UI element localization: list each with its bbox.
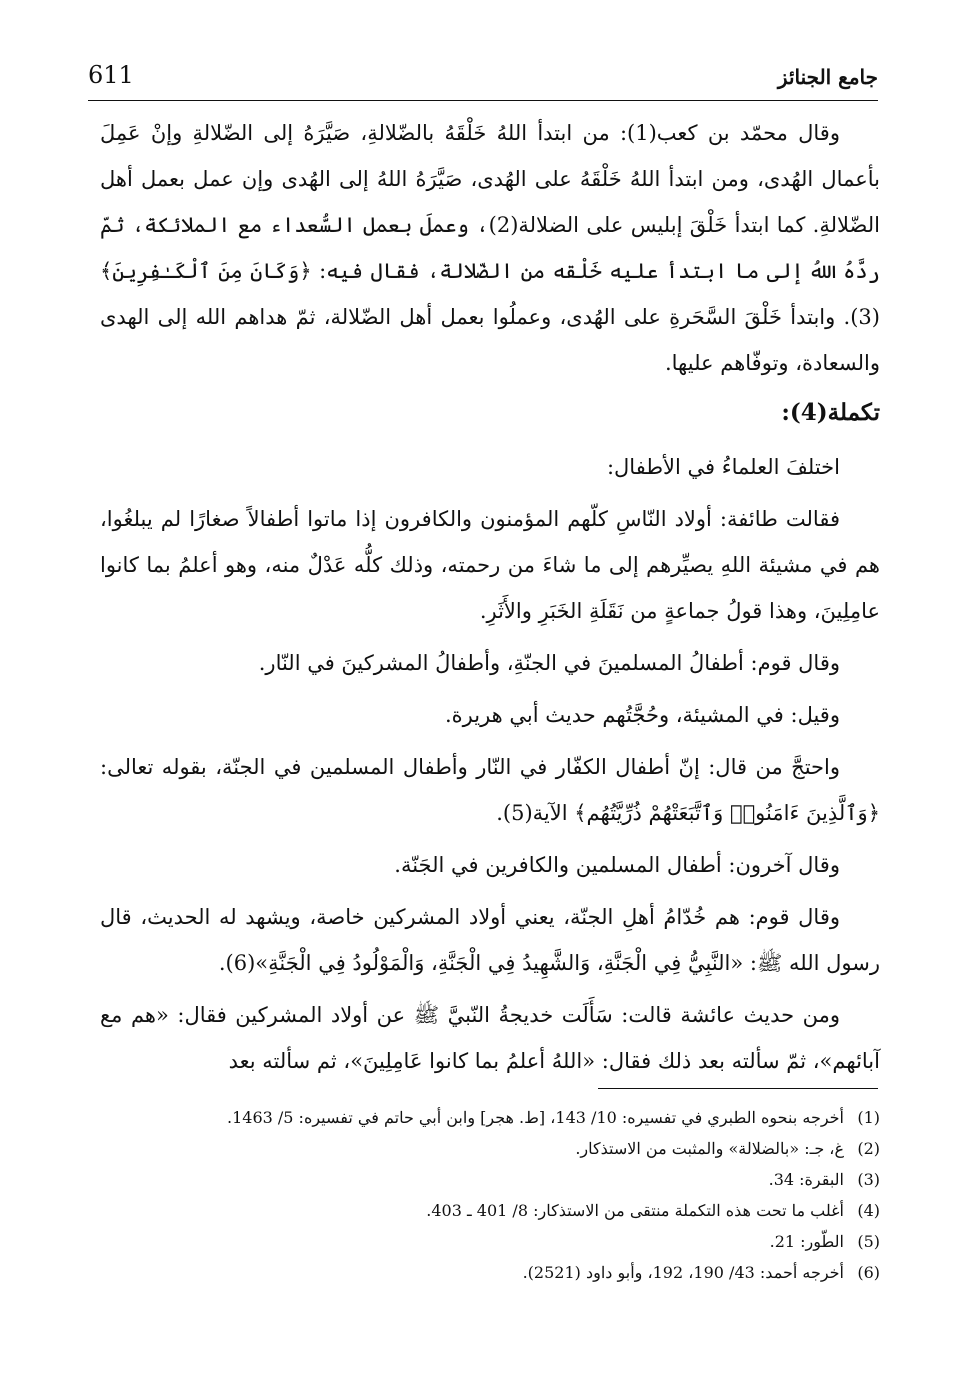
paragraph-servants-hadith: وقال قوم: هم خُدّامُ أهلِ الجنّة، يعني أولاد المشركين خاصة، ويشهد له الحديث، قال رسول الله ﷺ: «النَّبِيُّ فِي الْجَنَّةِ، وَالشَّهِيدُ فِي الْجَنَّةِ، وَالْمَوْلُودُ فِي الْجَنَّةِ»(6).	[100, 905, 880, 975]
footnote-text: الطّور: 21.	[769, 1232, 844, 1251]
footnote-text: غ، جـ: «بالضلالة» والمثبت من الاستذكار.	[575, 1139, 844, 1158]
footnote-text: أخرجه بنحوه الطبري في تفسيره: 10/ 143، [ط. هجر] وابن أبي حاتم في تفسيره: 5/ 1463.	[226, 1108, 844, 1127]
section-heading-takmila: تكملة(4):	[781, 399, 880, 426]
footnote-number: (2)	[857, 1139, 880, 1158]
footnote-number: (5)	[857, 1232, 880, 1251]
footnotes	[140, 1102, 880, 1288]
page-header	[88, 60, 878, 96]
running-title: جامع الجنائز	[777, 65, 878, 89]
footnote-number: (4)	[857, 1201, 880, 1220]
paragraph-first-group: فقالت طائفة: أولاد النّاسِ كلّهم المؤمنون والكافرون إذا ماتوا أطفالاً صغارًا لم يبلغُوا، هم في مشيئة اللهِ يصيِّرهم إلى ما شاءَ من رحمته، وذلك كلُّه عَدْلٌ منه، وهو أعلمُ بما كانوا عامِلِينَ، وهذا قولُ جماعةٍ من نَقَلَةِ الخَبَرِ والأَثَرِ.	[100, 507, 880, 623]
footnote-item	[140, 1195, 880, 1226]
header-divider	[88, 100, 878, 101]
paragraph-scholars-differ: اختلفَ العلماءُ في الأطفال:	[606, 455, 840, 479]
paragraph-aisha-hadith: ومن حديث عائشة قالت: سَأَلَت خديجةُ النّبيَّ ﷺ عن أولاد المشركين فقال: «هم مع آبائهم»، ثمّ سألته بعد ذلك فقال: «اللهُ أعلمُ بما كانوا عَامِلِينَ»، ثم سألته بعد	[100, 1003, 880, 1073]
paragraph-argument: واحتجَّ من قال: إنّ أطفال الكفّار في النّار وأطفال المسلمين في الجنّة، بقوله تعالى: ﴿وَٱلَّذِينَ ءَامَنُوا۟ وَٱتَّبَعَتْهُمْ ذُرِّيَّتُهُم﴾ الآية(5).	[100, 755, 880, 825]
footnote-item	[140, 1226, 880, 1257]
paragraph-second-opinion: وقال قوم: أطفالُ المسلمينَ في الجنّةِ، وأطفالُ المشركينَ في النّار.	[258, 651, 840, 675]
main-text	[100, 110, 880, 1090]
footnote-item	[140, 1164, 880, 1195]
footnote-number: (3)	[857, 1170, 880, 1189]
footnote-item	[140, 1257, 880, 1288]
footnote-text: أغلب ما تحت هذه التكملة منتقى من الاستذكار: 8/ 401 ـ 403.	[426, 1201, 844, 1220]
paragraph-third-opinion: وقيل: في المشيئة، وحُجَّتُهم حديث أبي هريرة.	[444, 703, 840, 727]
paragraph-others-said: وقال آخرون: أطفال المسلمين والكافرين في الجَنّة.	[394, 853, 840, 877]
paragraph-muhammad-ibn-kab: وقال محمّد بن كعب(1): من ابتدأ اللهُ خَلْقَهُ بالضّلالةِ، صَيَّرَهُ إلى الضّلالةِ وإنْ عَمِلَ بأعمال الهُدى، ومن ابتدأ اللهُ خَلْقَهُ على الهُدى، صَيَّرَهُ اللهُ إلى الهُدى وإن عمل بعمل أهل الضّلالةِ. كما ابتدأ خَلْقَ إبليس على الضلالة(2)، وعملَ بعمل السُّعداء مع الملائكة، ثمّ ردَّهُ اللهُ إلى ما ابتدأ عليه خَلْقه من الضّلالة، فقال فيه: ﴿وَكَانَ مِنَ ٱلْكَـٰفِرِينَ﴾(3). وابتدأ خَلْقَ السَّحَرةِ على الهُدى، وعملُوا بعمل أهل الضّلالة، ثمّ هداهم الله إلى الهدى والسعادة، وتوفّاهم عليها.	[100, 121, 880, 375]
footnote-number: (1)	[857, 1108, 880, 1127]
footnote-text: أخرجه أحمد: 43/ 190، 192، وأبو داود (2521).	[522, 1263, 844, 1282]
footnote-text: البقرة: 34.	[768, 1170, 844, 1189]
page-number: 611	[88, 61, 134, 89]
footnote-item	[140, 1102, 880, 1133]
footnote-divider	[598, 1088, 878, 1089]
footnote-item	[140, 1133, 880, 1164]
footnote-number: (6)	[857, 1263, 880, 1282]
